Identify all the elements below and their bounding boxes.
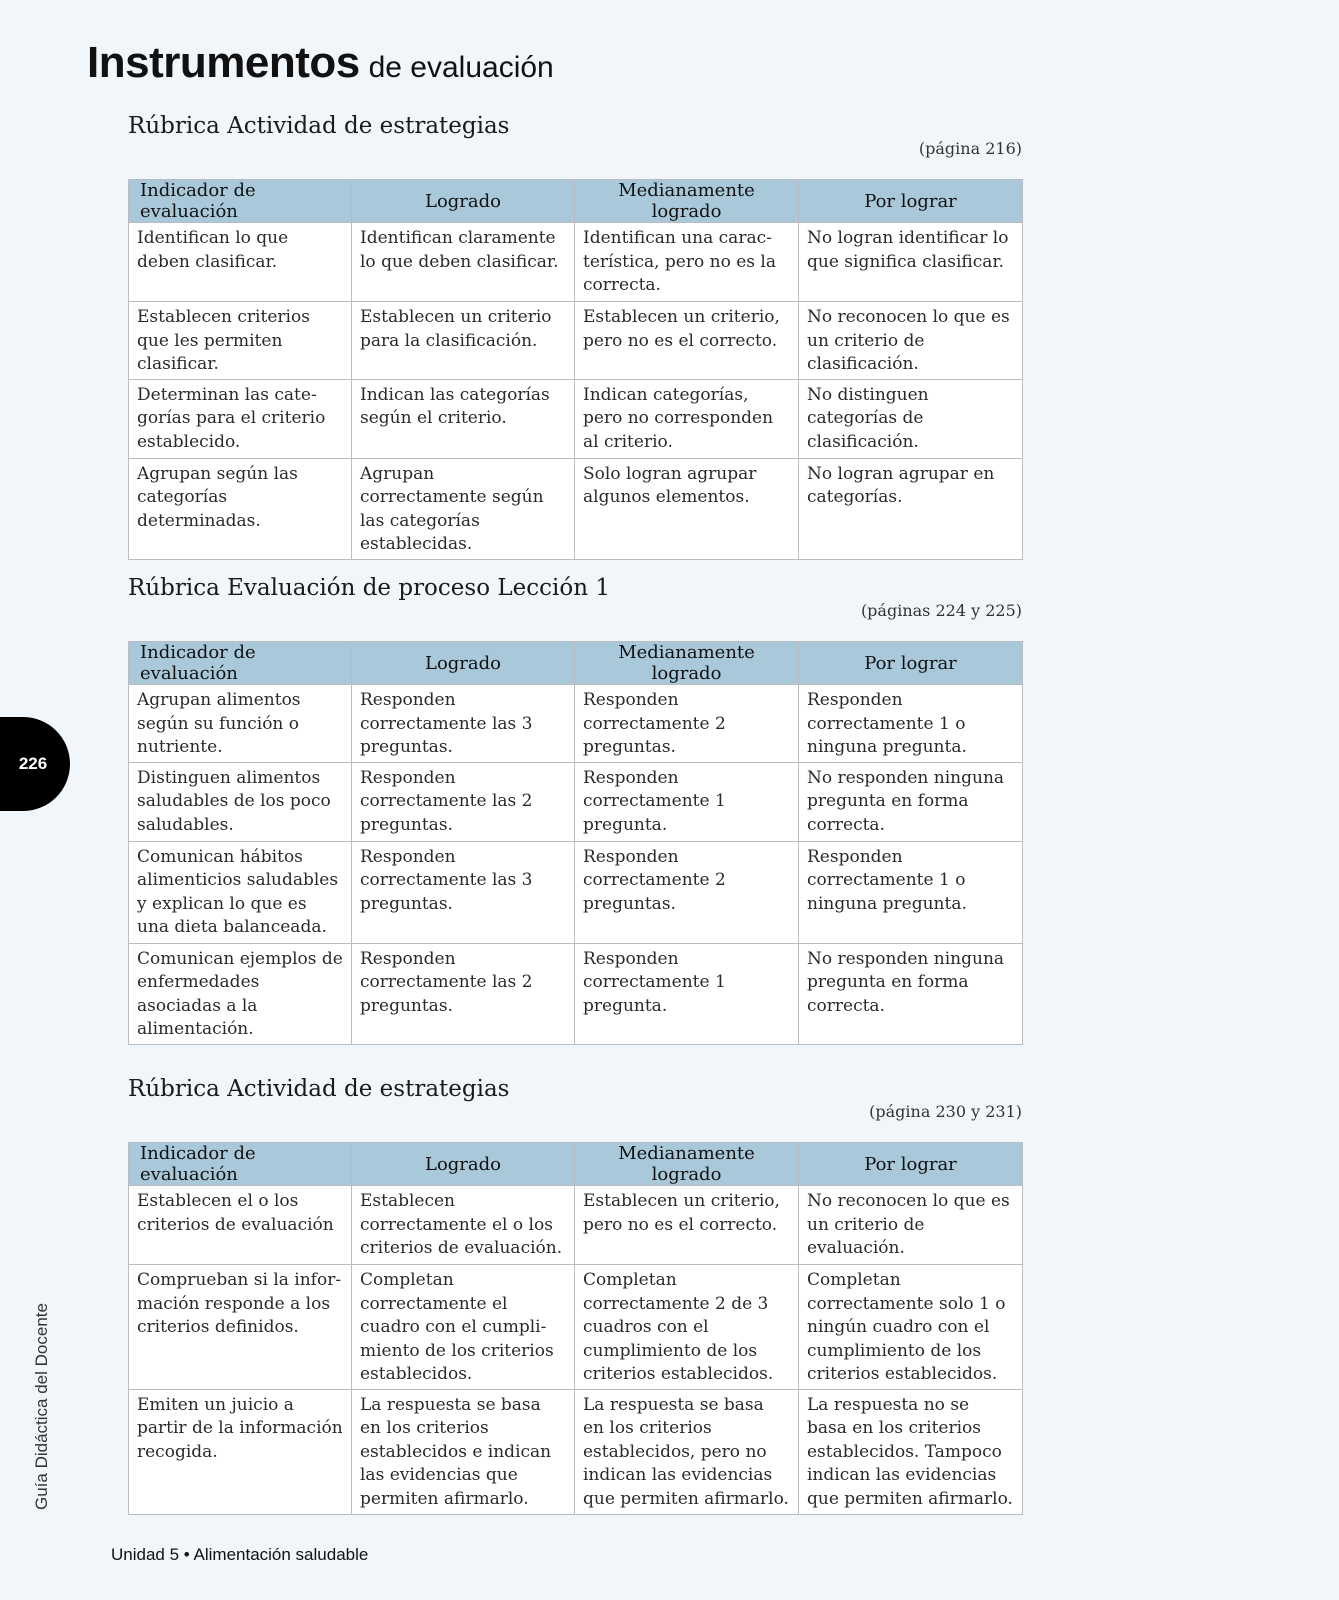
table-cell: Responden correctamente las 3 preguntas. — [352, 685, 575, 763]
table-row — [129, 841, 1023, 943]
table-row — [129, 223, 1023, 302]
column-header: Medianamente logrado — [575, 642, 799, 685]
table-cell: Responden correctamente 1 pregunta. — [575, 762, 799, 841]
table-cell: Establecen un criterio para la clasificación. — [352, 302, 575, 380]
table-row — [129, 762, 1023, 841]
rubric-section-2 — [128, 573, 1022, 1045]
table-cell: No reconocen lo que es un criterio de clasificación. — [799, 302, 1023, 380]
column-header: Por lograr — [799, 180, 1023, 223]
page-reference: (páginas 224 y 225) — [860, 601, 1022, 620]
table-cell: Indican categorías, pero no corresponden al criterio. — [575, 379, 799, 458]
table-header-row — [129, 642, 1023, 685]
table-row — [129, 458, 1023, 559]
table-cell: Responden correctamente 1 o ninguna pregunta. — [799, 685, 1023, 763]
footer-unit: Unidad 5 • Alimentación saludable — [111, 1545, 369, 1564]
table-cell: No responden ninguna pregunta en forma correcta. — [799, 762, 1023, 841]
table-cell: Emiten un juicio a partir de la información recogida. — [129, 1389, 352, 1514]
table-cell: No responden ninguna pregunta en forma correcta. — [799, 943, 1023, 1044]
table-cell: Responden correctamente 2 preguntas. — [575, 841, 799, 943]
table-cell: Responden correctamente las 3 preguntas. — [352, 841, 575, 943]
page-title — [87, 38, 554, 88]
column-header: Medianamente logrado — [575, 180, 799, 223]
table-cell: Agrupan alimentos según su función o nutriente. — [129, 685, 352, 763]
table-cell: La respuesta se basa en los criterios establecidos e indican las evidencias que permiten afirmarlo. — [352, 1389, 575, 1514]
column-header: Logrado — [352, 180, 575, 223]
column-header: Indicador de evaluación — [129, 642, 352, 685]
table-cell: Agrupan según las categorías determinadas. — [129, 458, 352, 559]
column-header: Por lograr — [799, 642, 1023, 685]
table-cell: Identifican lo que deben clasificar. — [129, 223, 352, 302]
table-cell: No reconocen lo que es un criterio de evaluación. — [799, 1186, 1023, 1265]
section-title: Rúbrica Evaluación de proceso Lección 1 — [128, 575, 610, 601]
rubric-table — [128, 641, 1023, 1045]
column-header: Indicador de evaluación — [129, 180, 352, 223]
table-cell: Indican las categorías según el criterio. — [352, 379, 575, 458]
table-cell: Establecen el o los criterios de evaluación — [129, 1186, 352, 1265]
table-cell: Establecen criterios que les permiten clasificar. — [129, 302, 352, 380]
table-cell: Solo logran agrupar algunos elementos. — [575, 458, 799, 559]
table-row — [129, 1265, 1023, 1390]
table-cell: Establecen un criterio, pero no es el correcto. — [575, 1186, 799, 1265]
table-cell: No distinguen categorías de clasificación. — [799, 379, 1023, 458]
table-row — [129, 1186, 1023, 1265]
title-rest: de evaluación — [368, 51, 554, 84]
table-cell: Agrupan correctamente según las categorías establecidas. — [352, 458, 575, 559]
table-cell: La respuesta se basa en los criterios establecidos, pero no indican las evidencias que permiten afirmarlo. — [575, 1389, 799, 1514]
table-cell: No logran identificar lo que significa clasificar. — [799, 223, 1023, 302]
table-cell: Establecen un criterio, pero no es el correcto. — [575, 302, 799, 380]
table-cell: Completan correctamente el cuadro con el cumplimiento de los criterios establecidos. — [352, 1265, 575, 1390]
column-header: Indicador de evaluación — [129, 1143, 352, 1186]
table-row — [129, 379, 1023, 458]
page-reference: (página 216) — [918, 139, 1022, 158]
table-cell: Comunican hábitos alimenticios saludables y explican lo que es una dieta balanceada. — [129, 841, 352, 943]
table-cell: Responden correctamente 1 pregunta. — [575, 943, 799, 1044]
table-cell: Responden correctamente las 2 preguntas. — [352, 762, 575, 841]
rubric-table — [128, 1142, 1023, 1515]
rubric-section-1 — [128, 111, 1022, 560]
table-cell: Establecen correctamente el o los criterios de evaluación. — [352, 1186, 575, 1265]
column-header: Logrado — [352, 642, 575, 685]
table-cell: Distinguen alimentos saludables de los poco saludables. — [129, 762, 352, 841]
section-title: Rúbrica Actividad de estrategias — [128, 1076, 510, 1102]
table-row — [129, 685, 1023, 763]
side-label: Guía Didáctica del Docente — [32, 1303, 51, 1510]
table-header-row — [129, 180, 1023, 223]
table-cell: Identifican una característica, pero no es la correcta. — [575, 223, 799, 302]
table-cell: Responden correctamente 2 preguntas. — [575, 685, 799, 763]
title-bold: Instrumentos — [87, 38, 360, 87]
page-number-tab: 226 — [0, 717, 70, 811]
table-cell: Determinan las categorías para el criterio establecido. — [129, 379, 352, 458]
table-cell: Responden correctamente 1 o ninguna pregunta. — [799, 841, 1023, 943]
table-row — [129, 943, 1023, 1044]
table-row — [129, 302, 1023, 380]
table-cell: Identifican claramente lo que deben clasificar. — [352, 223, 575, 302]
column-header: Por lograr — [799, 1143, 1023, 1186]
rubric-table — [128, 179, 1023, 560]
page-reference: (página 230 y 231) — [869, 1102, 1022, 1121]
table-cell: Completan correctamente 2 de 3 cuadros con el cumplimiento de los criterios establecidos. — [575, 1265, 799, 1390]
table-cell: No logran agrupar en categorías. — [799, 458, 1023, 559]
table-cell: Responden correctamente las 2 preguntas. — [352, 943, 575, 1044]
column-header: Medianamente logrado — [575, 1143, 799, 1186]
rubric-section-3 — [128, 1074, 1022, 1515]
table-cell: Completan correctamente solo 1 o ningún cuadro con el cumplimiento de los criterios establecidos. — [799, 1265, 1023, 1390]
section-title: Rúbrica Actividad de estrategias — [128, 113, 510, 139]
table-cell: La respuesta no se basa en los criterios establecidos. Tampoco indican las evidencias que permiten afirmarlo. — [799, 1389, 1023, 1514]
table-header-row — [129, 1143, 1023, 1186]
table-cell: Comunican ejemplos de enfermedades asociadas a la alimentación. — [129, 943, 352, 1044]
column-header: Logrado — [352, 1143, 575, 1186]
table-cell: Comprueban si la información responde a los criterios definidos. — [129, 1265, 352, 1390]
table-row — [129, 1389, 1023, 1514]
